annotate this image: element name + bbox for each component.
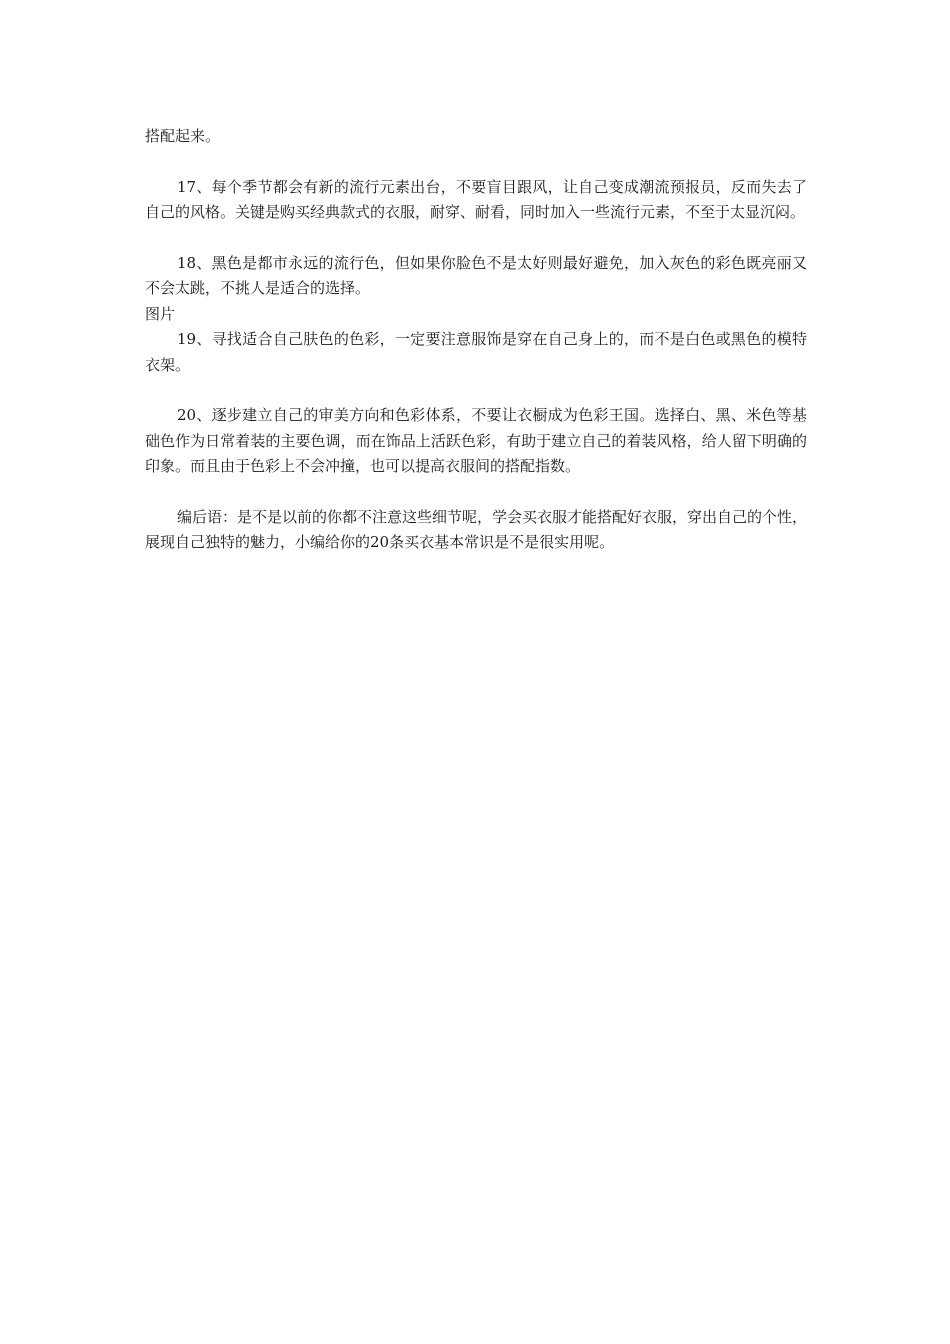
paragraph-afterword: 编后语：是不是以前的你都不注意这些细节呢，学会买衣服才能搭配好衣服，穿出自己的个性，展现自己独特的魅力，小编给你的20条买衣基本常识是不是很实用呢。 <box>145 507 808 551</box>
paragraph-spacer <box>145 378 807 403</box>
paragraph-continuation: 搭配起来。 <box>145 127 221 145</box>
paragraph-spacer <box>145 226 807 251</box>
image-placeholder-label: 图片 <box>145 304 176 323</box>
paragraph-tip-19: 19、寻找适合自己肤色的色彩，一定要注意服饰是穿在自己身上的，而不是白色或黑色的模特衣架。 <box>145 330 807 374</box>
paragraph-tip-17: 17、每个季节都会有新的流行元素出台，不要盲目跟风，让自己变成潮流预报员，反而失去了自己的风格。关键是购买经典款式的衣服，耐穿、耐看，同时加入一些流行元素，不至于太显沉闷。 <box>145 177 807 221</box>
document-body <box>145 124 807 556</box>
paragraph-tip-20: 20、逐步建立自己的审美方向和色彩体系，不要让衣橱成为色彩王国。选择白、黑、米色等基础色作为日常着装的主要色调，而在饰品上活跃色彩，有助于建立自己的着装风格，给人留下明确的印象。而且由于色彩上不会冲撞，也可以提高衣服间的搭配指数。 <box>145 406 807 475</box>
paragraph-spacer <box>145 480 807 505</box>
paragraph-spacer <box>145 150 807 175</box>
paragraph-tip-18: 18、黑色是都市永远的流行色，但如果你脸色不是太好则最好避免，加入灰色的彩色既亮丽又不会太跳，不挑人是适合的选择。 <box>145 253 807 297</box>
